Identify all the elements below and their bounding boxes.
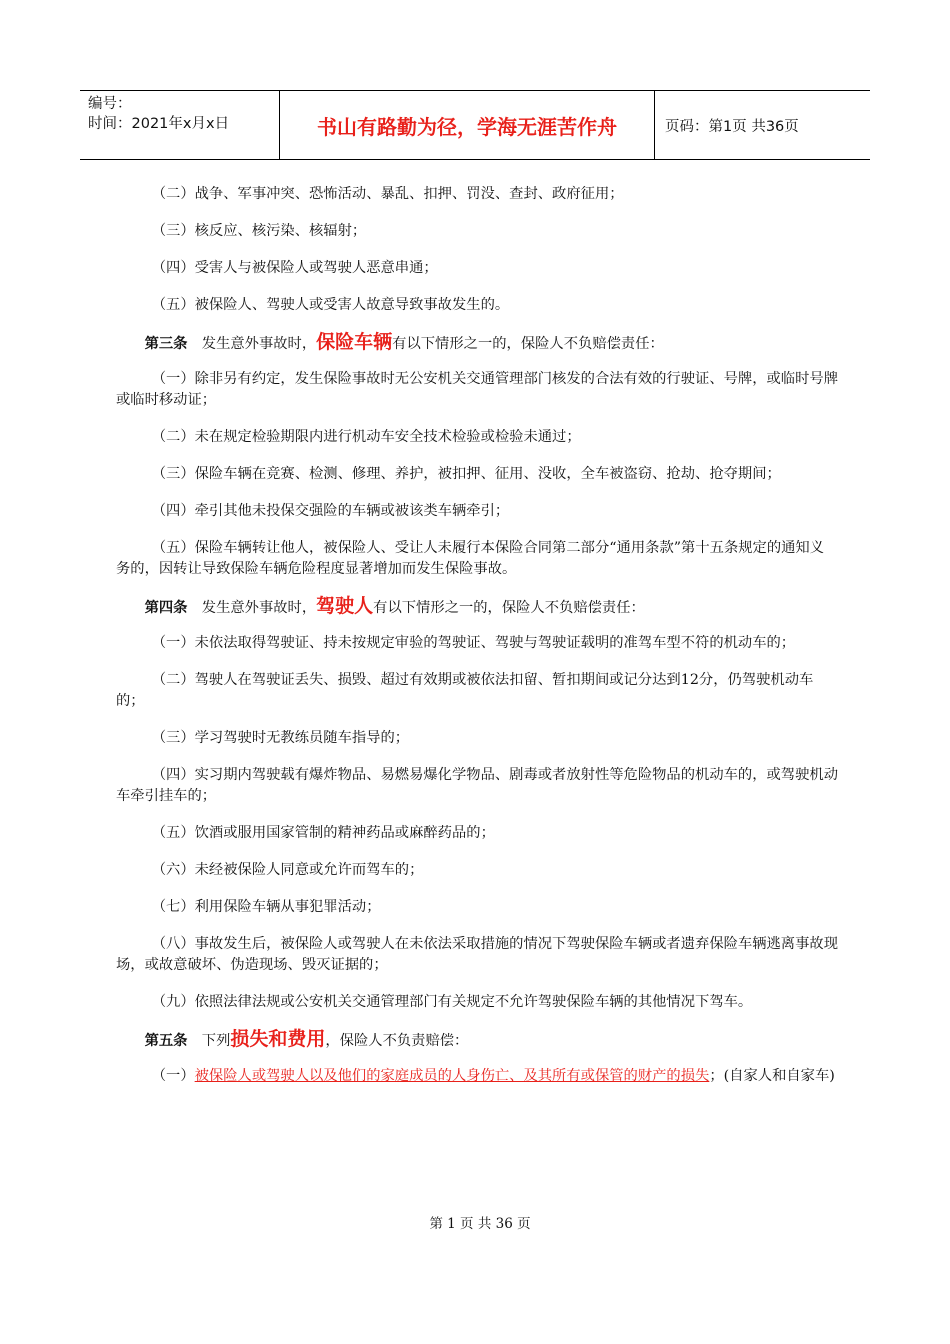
- clause-paragraph: （五）饮酒或服用国家管制的精神药品或麻醉药品的；: [151, 825, 495, 841]
- page-footer: [0, 1212, 950, 1232]
- clause-prefix: （一）: [151, 1068, 195, 1084]
- clause-paragraph: （五）保险车辆转让他人，被保险人、受让人未履行本保险合同第二部分“通用条款”第十五条规定的通知义务的，因转让导致保险车辆危险程度显著增加而发生保险事故。: [116, 540, 825, 577]
- article-text: 发生意外事故时，: [201, 600, 317, 616]
- article-3-heading: [116, 332, 838, 355]
- article-number: 第五条: [144, 1033, 188, 1049]
- article-number: 第三条: [144, 336, 188, 352]
- clause-paragraph: （四）实习期内驾驶载有爆炸物品、易燃易爆化学物品、剧毒或者放射性等危险物品的机动车的，或驾驶机动车牵引挂车的；: [116, 767, 838, 804]
- header-info-cell: [80, 91, 280, 159]
- clause-paragraph: （六）未经被保险人同意或允许而驾车的；: [151, 862, 424, 878]
- underlined-red-text: 被保险人或驾驶人以及他们的家庭成员的人身伤亡、及其所有或保管的财产的损失: [194, 1068, 710, 1084]
- document-number-label: 编号：: [88, 96, 132, 112]
- clause-paragraph: （二）驾驶人在驾驶证丢失、损毁、超过有效期或被依法扣留、暂扣期间或记分达到12分，仍驾驶机动车的；: [116, 672, 814, 709]
- clause-paragraph: （五）被保险人、驾驶人或受害人故意导致事故发生的。: [151, 297, 510, 313]
- article-5-heading: [116, 1029, 838, 1052]
- article-number: 第四条: [144, 600, 188, 616]
- clause-paragraph: （一）除非另有约定，发生保险事故时无公安机关交通管理部门核发的合法有效的行驶证、号牌，或临时号牌或临时移动证；: [116, 371, 838, 408]
- article-text: 下列: [201, 1033, 231, 1049]
- article-text: 有以下情形之一的，保险人不负赔偿责任：: [392, 336, 664, 352]
- clause-paragraph: （三）学习驾驶时无教练员随车指导的；: [151, 730, 410, 746]
- clause-paragraph: （四）受害人与被保险人或驾驶人恶意串通；: [151, 260, 438, 276]
- article-4-heading: [116, 596, 838, 619]
- highlighted-term: 驾驶人: [316, 595, 374, 617]
- clause-suffix: ；(自家人和自家车): [709, 1068, 835, 1084]
- header-motto: 书山有路勤为径，学海无涯苦作舟: [280, 91, 655, 159]
- clause-paragraph: （二）战争、军事冲突、恐怖活动、暴乱、扣押、罚没、查封、政府征用；: [151, 186, 624, 202]
- clause-paragraph: （一）未依法取得驾驶证、持未按规定审验的驾驶证、驾驶与驾驶证载明的准驾车型不符的机动车的；: [151, 635, 796, 651]
- clause-paragraph: （七）利用保险车辆从事犯罪活动；: [151, 899, 381, 915]
- page-header: [80, 90, 870, 160]
- clause-paragraph: （八）事故发生后，被保险人或驾驶人在未依法采取措施的情况下驾驶保险车辆或者遗弃保险车辆逃离事故现场，或故意破坏、伪造现场、毁灭证据的；: [116, 936, 838, 973]
- clause-paragraph: （二）未在规定检验期限内进行机动车安全技术检验或检验未通过；: [151, 429, 581, 445]
- footer-page-number: 第 1 页 共 36 页: [429, 1216, 531, 1232]
- article-text: 发生意外事故时，: [201, 336, 317, 352]
- document-body: [116, 180, 838, 1087]
- article-text: ，保险人不负责赔偿：: [325, 1033, 469, 1049]
- document-time-label: 时间：2021年x月x日: [88, 116, 230, 132]
- clause-paragraph: （三）核反应、核污染、核辐射；: [151, 223, 367, 239]
- clause-paragraph: （四）牵引其他未投保交强险的车辆或被该类车辆牵引；: [151, 503, 510, 519]
- highlighted-term: 损失和费用: [230, 1028, 326, 1050]
- highlighted-term: 保险车辆: [316, 331, 393, 353]
- clause-paragraph: （九）依照法律法规或公安机关交通管理部门有关规定不允许驾驶保险车辆的其他情况下驾车。: [151, 994, 753, 1010]
- clause-paragraph: （三）保险车辆在竞赛、检测、修理、养护，被扣押、征用、没收，全车被盗窃、抢劫、抢夺期间；: [151, 466, 781, 482]
- article-text: 有以下情形之一的，保险人不负赔偿责任：: [373, 600, 645, 616]
- header-page-info: 页码：第1页 共36页: [665, 118, 799, 135]
- clause-paragraph: [116, 1066, 838, 1087]
